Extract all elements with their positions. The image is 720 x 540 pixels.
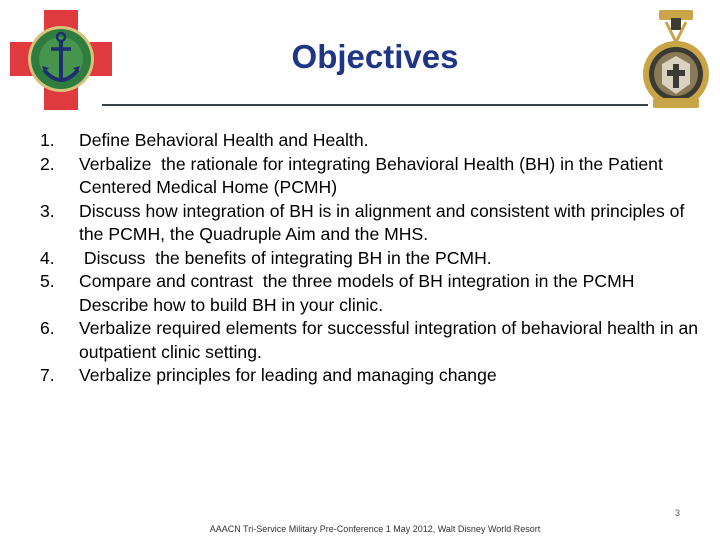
list-item-number: 3. (40, 200, 55, 221)
list-item-text: Compare and contrast the three models of BH integration in the PCMH Describe how to build BH in your clinic. (79, 271, 640, 315)
naval-hospital-crest-icon (637, 8, 715, 112)
list-item (40, 129, 700, 153)
list-item-number: 5. (40, 271, 55, 291)
list-item-number: 2. (40, 153, 55, 174)
naval-hospital-crest-logo (637, 8, 715, 112)
list-item (40, 364, 700, 388)
slide-title: Objectives (291, 38, 459, 75)
list-item-number: 6. (40, 318, 55, 338)
objectives-list (40, 129, 703, 388)
list-item (40, 247, 700, 271)
list-item-text: Define Behavioral Health and Health. (79, 130, 369, 150)
list-item-text: Verbalize the rationale for integrating Behavioral Health (BH) in the Patient Centered Medical Home (PCMH) (79, 153, 668, 197)
page-number: 3 (674, 508, 680, 518)
list-item-text: Verbalize principles for leading and managing change (79, 365, 497, 385)
list-item (40, 153, 700, 200)
list-item-text: Discuss how integration of BH is in alignment and consistent with principles of the PCMH, the Quadruple Aim and the MHS. (79, 200, 690, 244)
list-item (40, 317, 703, 364)
list-item (40, 270, 700, 317)
list-item-number: 7. (40, 365, 55, 385)
list-item (40, 200, 700, 247)
list-item-number: 4. (40, 247, 55, 268)
title-underline (102, 104, 648, 106)
list-item-text: Verbalize required elements for successful integration of behavioral health in an outpatient clinic setting. (79, 318, 703, 362)
list-item-text: Discuss the benefits of integrating BH in the PCMH. (79, 247, 492, 268)
list-item-number: 1. (40, 130, 55, 150)
footer-text: AAACN Tri-Service Military Pre-Conference 1 May 2012, Walt Disney World Resort (209, 524, 541, 534)
